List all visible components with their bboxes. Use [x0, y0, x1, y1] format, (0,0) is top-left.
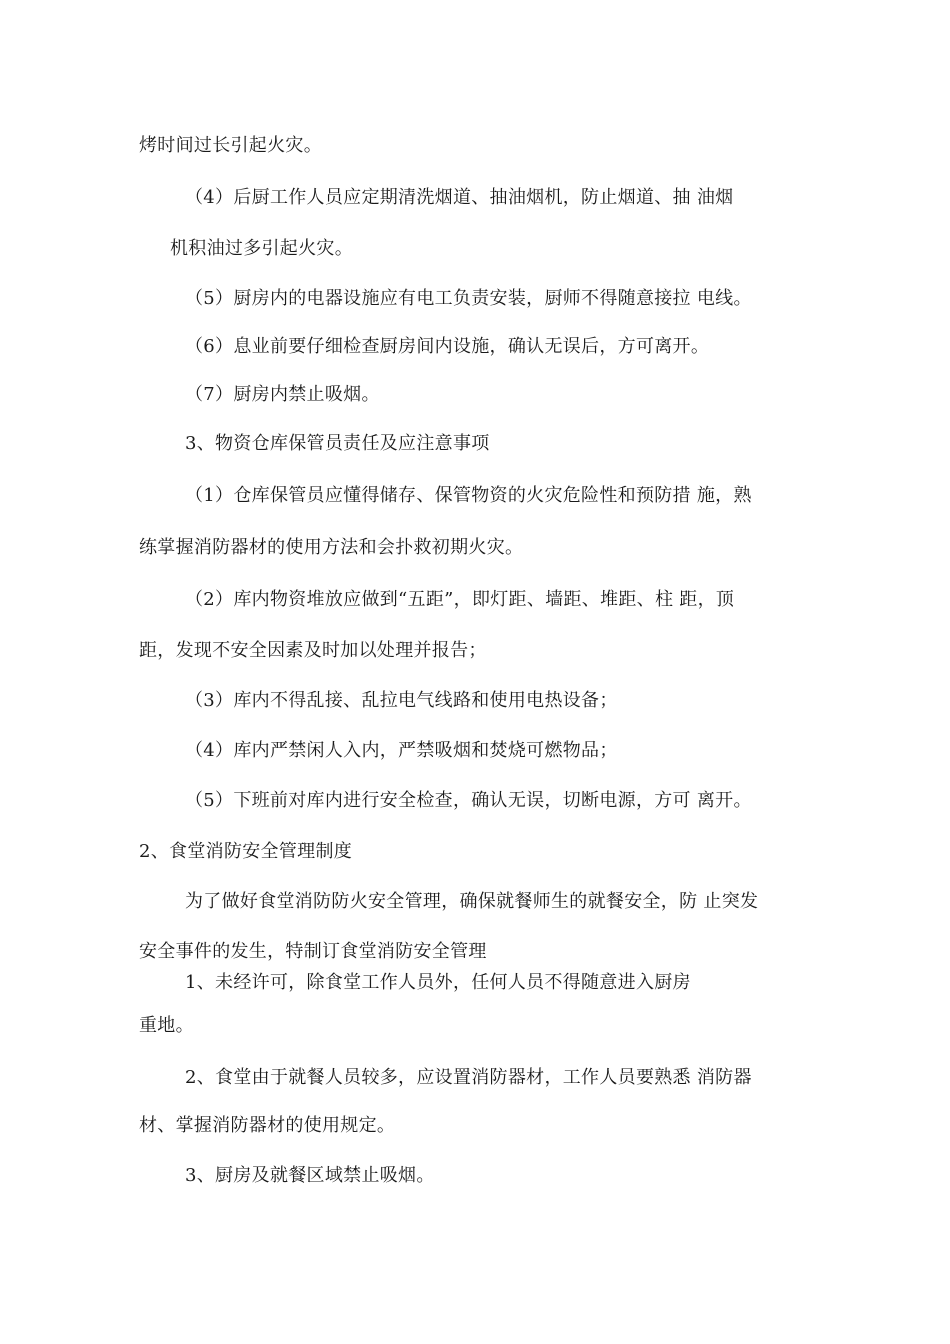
text-line: （6）息业前要仔细检查厨房间内设施，确认无误后，方可离开。 — [185, 336, 710, 357]
text-line: （1）仓库保管员应懂得储存、保管物资的火灾危险性和预防措 施，熟 — [185, 485, 752, 506]
text-line: （5）下班前对库内进行安全检查，确认无误，切断电源，方可 离开。 — [185, 790, 752, 811]
text-line: 烤时间过长引起火灾。 — [139, 135, 322, 156]
text-line: 安全事件的发生，特制订食堂消防安全管理 — [139, 941, 487, 962]
text-line: 机积油过多引起火灾。 — [170, 238, 353, 259]
text-line: 1、未经许可，除食堂工作人员外，任何人员不得随意进入厨房 — [185, 972, 691, 993]
text-line: （2）库内物资堆放应做到“五距”，即灯距、墙距、堆距、柱 距，顶 — [185, 589, 735, 610]
text-line: 为了做好食堂消防防火安全管理，确保就餐师生的就餐安全，防 止突发 — [185, 891, 759, 912]
text-line: （4）后厨工作人员应定期清洗烟道、抽油烟机，防止烟道、抽 油烟 — [185, 187, 734, 208]
text-line: （3）库内不得乱接、乱拉电气线路和使用电热设备； — [185, 690, 618, 711]
text-line: 材、掌握消防器材的使用规定。 — [139, 1115, 396, 1136]
text-line: 重地。 — [139, 1015, 194, 1036]
text-line: 2、食堂由于就餐人员较多，应设置消防器材，工作人员要熟悉 消防器 — [185, 1067, 752, 1088]
text-line: （5）厨房内的电器设施应有电工负责安装，厨师不得随意接拉 电线。 — [185, 288, 752, 309]
text-line: （4）库内严禁闲人入内，严禁吸烟和焚烧可燃物品； — [185, 740, 618, 761]
text-line: （7）厨房内禁止吸烟。 — [185, 384, 380, 405]
text-line: 3、厨房及就餐区域禁止吸烟。 — [185, 1165, 435, 1186]
section-heading: 2、食堂消防安全管理制度 — [139, 841, 353, 862]
section-heading: 3、物资仓库保管员责任及应注意事项 — [185, 433, 490, 454]
text-line: 练掌握消防器材的使用方法和会扑救初期火灾。 — [139, 537, 524, 558]
text-line: 距，发现不安全因素及时加以处理并报告； — [139, 640, 487, 661]
